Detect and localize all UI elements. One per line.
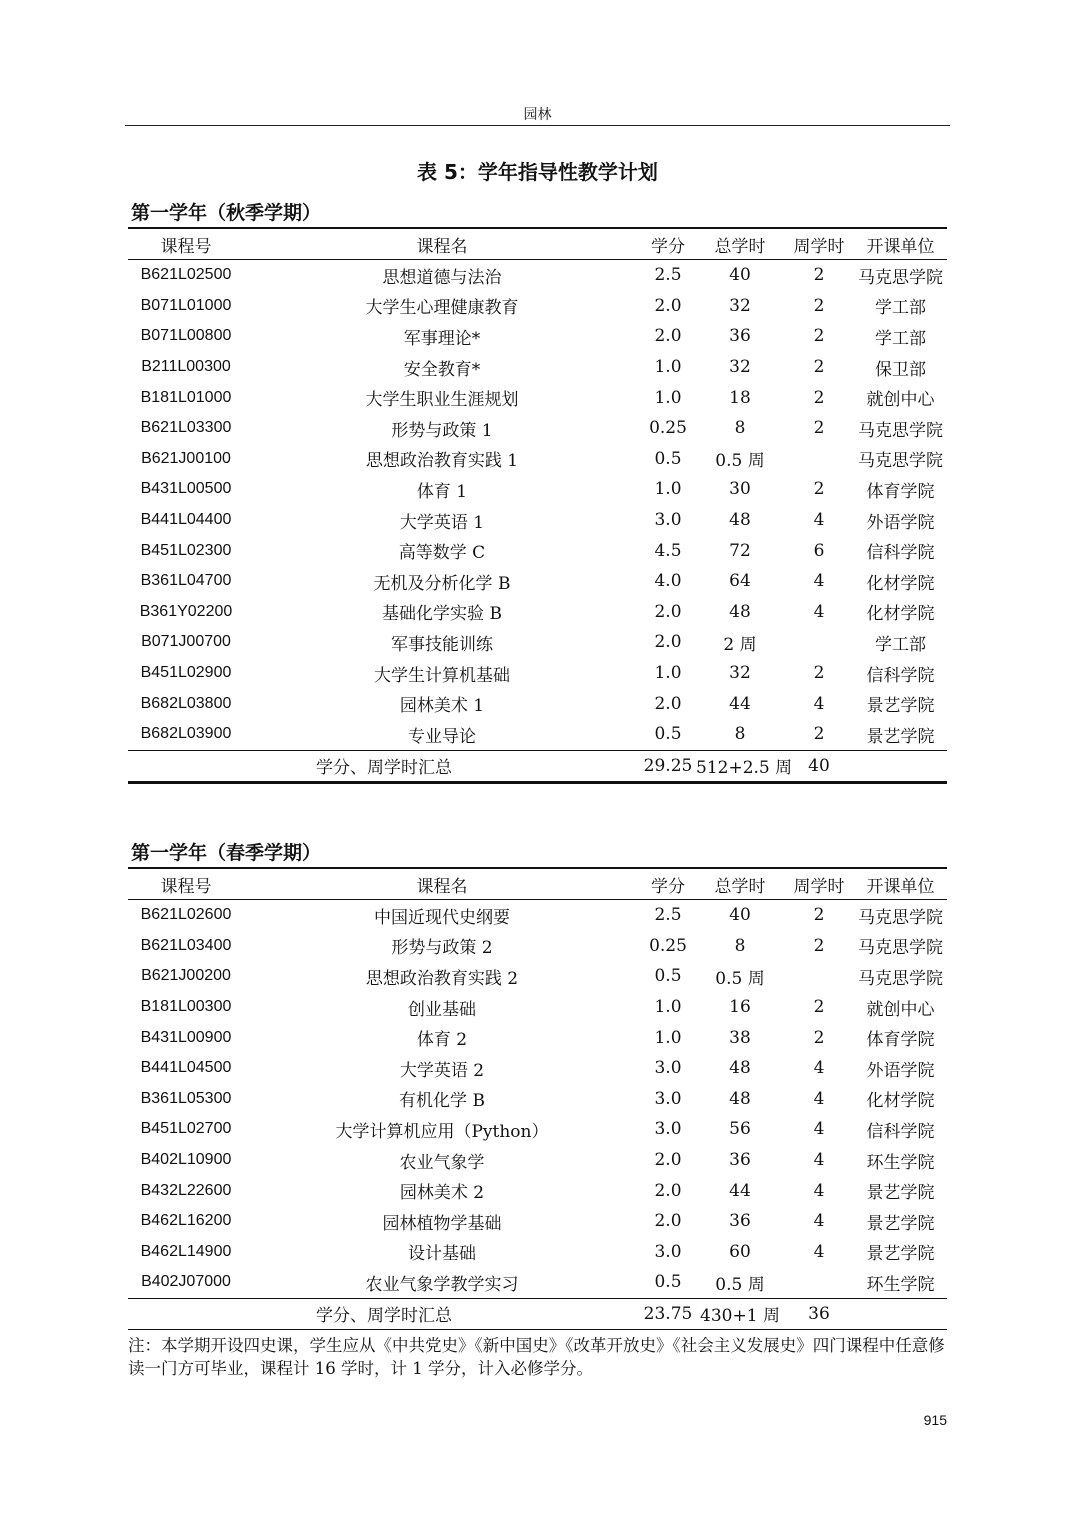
department-cell: 学工部 [875,634,926,655]
total-label: 学分、周学时汇总 [128,1298,640,1329]
column-header-weekly-hours: 周学时 [784,868,854,900]
table-row [128,413,947,444]
table-row [128,1145,947,1176]
total-credits: 29.25 [640,750,696,782]
course-code-cell: B071J00700 [141,633,231,651]
course-name-cell: 中国近现代史纲要 [374,907,510,928]
department-cell: 景艺学院 [866,696,935,717]
weekly-hours-cell: 2 [813,357,825,378]
course-code-cell: B402J07000 [141,1273,231,1291]
total-hours-cell: 60 [729,1241,751,1262]
total-hours-cell: 0.5 周 [715,968,765,989]
course-name-cell: 高等数学 C [398,543,486,564]
department-cell: 就创中心 [866,390,935,411]
department-cell: 景艺学院 [866,1213,935,1234]
total-hours-cell: 48 [729,601,751,622]
table-row [128,1175,947,1206]
total-weekly-hours: 36 [784,1298,854,1329]
credits-cell: 2.0 [654,1150,682,1171]
column-header-credits: 学分 [640,868,696,900]
credits-cell: 2.0 [654,295,682,316]
credits-cell: 0.25 [649,935,687,956]
total-hours-cell: 38 [729,1027,751,1048]
weekly-hours-cell [784,1267,854,1298]
course-code-cell: B431L00900 [140,1028,232,1046]
total-hours-cell: 8 [734,418,746,439]
weekly-hours-cell: 2 [813,935,825,956]
course-code-cell: B071L00800 [140,327,232,345]
total-credits: 23.75 [640,1298,696,1329]
course-code-cell: B181L00300 [140,998,232,1016]
course-code-cell: B361L05300 [140,1089,232,1107]
course-name-cell: 大学计算机应用（Python） [335,1121,549,1142]
department-cell: 马克思学院 [858,968,943,989]
department-cell: 化材学院 [866,604,935,625]
total-hours-cell: 48 [729,510,751,531]
course-code-cell: B441L04400 [140,511,232,529]
credits-cell: 2.0 [654,326,682,347]
column-header-department: 开课单位 [854,228,947,260]
course-code-cell: B682L03900 [140,725,232,743]
credits-cell: 1.0 [654,357,682,378]
department-cell: 信科学院 [866,543,935,564]
header-rule [125,125,950,126]
table-row [128,505,947,536]
total-hours-cell: 8 [734,935,746,956]
course-name-cell: 军事技能训练 [391,634,493,655]
course-code-cell: B432L22600 [140,1181,232,1199]
column-header-department: 开课单位 [854,868,947,900]
course-code-cell: B451L02900 [140,664,232,682]
table-row [128,321,947,352]
department-cell: 体育学院 [866,1030,935,1051]
total-hours-cell: 32 [729,295,751,316]
department-cell: 景艺学院 [866,1183,935,1204]
department-cell: 马克思学院 [858,420,943,441]
weekly-hours-cell: 4 [813,571,825,592]
total-hours-cell: 32 [729,663,751,684]
total-hours-cell: 0.5 周 [715,1274,765,1295]
footnote: 注：本学期开设四史课，学生应从《中共党史》《新中国史》《改革开放史》《社会主义发展史》四门课程中任意修读一门方可毕业，课程计 16 学时，计 1 学分，计入必修学分。 [128,1336,945,1378]
credits-cell: 0.25 [649,418,687,439]
course-name-cell: 园林美术 1 [399,696,485,717]
credits-cell: 2.0 [654,1211,682,1232]
table-row [128,1084,947,1115]
table-row [128,1053,947,1084]
department-cell: 外语学院 [866,512,935,533]
table-row [128,1206,947,1237]
weekly-hours-cell: 4 [813,1058,825,1079]
column-header-course-code: 课程号 [128,228,244,260]
table-row [128,597,947,628]
credits-cell: 4.5 [654,540,682,561]
column-header-total-hours: 总学时 [696,868,784,900]
weekly-hours-cell: 4 [813,1211,825,1232]
weekly-hours-cell: 2 [813,1027,825,1048]
table-row [128,291,947,322]
credits-cell: 2.0 [654,693,682,714]
weekly-hours-cell: 4 [813,1241,825,1262]
weekly-hours-cell: 2 [813,265,825,286]
course-code-cell: B621L03400 [140,936,232,954]
department-cell: 化材学院 [866,1091,935,1112]
table-row [128,658,947,689]
course-code-cell: B211L00300 [141,358,231,376]
credits-cell: 0.5 [654,966,682,987]
course-code-cell: B451L02700 [140,1120,232,1138]
total-hours-cell: 32 [729,357,751,378]
column-header-course-name: 课程名 [244,228,640,260]
course-name-cell: 农业气象学教学实习 [365,1274,519,1295]
semester-title-autumn: 第一学年（秋季学期） [131,202,322,224]
weekly-hours-cell: 2 [813,387,825,408]
credits-cell: 2.5 [654,265,682,286]
course-name-cell: 设计基础 [408,1244,476,1265]
column-header-course-code: 课程号 [128,868,244,900]
total-hours-cell: 18 [729,387,751,408]
course-code-cell: B361L04700 [140,572,232,590]
department-cell: 信科学院 [866,1121,935,1142]
course-code-cell: B071L01000 [140,296,232,314]
course-name-cell: 大学英语 2 [399,1060,485,1081]
weekly-hours-cell: 2 [813,905,825,926]
department-cell: 学工部 [875,328,926,349]
course-name-cell: 军事理论* [403,328,481,349]
total-row [128,750,947,782]
weekly-hours-cell: 2 [813,724,825,745]
credits-cell: 1.0 [654,663,682,684]
credits-cell: 3.0 [654,1241,682,1262]
weekly-hours-cell [784,444,854,475]
total-weekly-hours: 40 [784,750,854,782]
column-header-credits: 学分 [640,228,696,260]
column-header-weekly-hours: 周学时 [784,228,854,260]
table-row [128,931,947,962]
department-cell: 景艺学院 [866,726,935,747]
table-row [128,1022,947,1053]
total-hours-cell: 16 [729,997,751,1018]
credits-cell: 1.0 [654,997,682,1018]
table-row [128,719,947,750]
credits-cell: 2.5 [654,905,682,926]
course-name-cell: 基础化学实验 B [382,604,502,625]
weekly-hours-cell: 4 [813,1119,825,1140]
course-name-cell: 大学生计算机基础 [374,665,510,686]
total-hours-cell: 64 [729,571,751,592]
table-header-row [128,228,947,260]
table-row [128,444,947,475]
total-hours-cell: 0.5 周 [715,451,765,472]
table-row [128,535,947,566]
course-code-cell: B361Y02200 [139,602,233,620]
weekly-hours-cell: 4 [813,693,825,714]
credits-cell: 2.0 [654,601,682,622]
total-hours-cell: 44 [729,693,751,714]
department-cell: 外语学院 [866,1060,935,1081]
department-cell: 景艺学院 [866,1244,935,1265]
course-code-cell: B441L04500 [140,1059,232,1077]
course-code-cell: B682L03800 [140,694,232,712]
credits-cell: 3.0 [654,1088,682,1109]
weekly-hours-cell: 4 [813,510,825,531]
weekly-hours-cell [784,961,854,992]
table-header-row [128,868,947,900]
total-hours-cell: 36 [729,326,751,347]
semester-title-spring: 第一学年（春季学期） [131,842,322,864]
total-row [128,1298,947,1329]
table-row [128,900,947,931]
credits-cell: 0.5 [654,724,682,745]
course-code-cell: B621L02500 [140,266,232,284]
total-hours-cell: 36 [729,1150,751,1171]
weekly-hours-cell [784,627,854,658]
course-code-cell: B621L02600 [140,906,232,924]
department-cell: 马克思学院 [858,907,943,928]
table-row [128,474,947,505]
department-cell: 环生学院 [866,1274,935,1295]
course-name-cell: 无机及分析化学 B [373,573,511,594]
running-header: 园林 [523,107,552,123]
course-name-cell: 专业导论 [408,726,476,747]
department-cell: 信科学院 [866,665,935,686]
department-cell: 马克思学院 [858,451,943,472]
course-code-cell: B462L14900 [140,1242,232,1260]
department-cell: 学工部 [875,298,926,319]
total-hours-cell: 44 [729,1180,751,1201]
course-code-cell: B181L01000 [140,388,232,406]
course-name-cell: 大学生心理健康教育 [365,298,519,319]
credits-cell: 0.5 [654,1272,682,1293]
course-code-cell: B462L16200 [140,1212,232,1230]
total-hours-cell: 40 [729,905,751,926]
total-hours: 512+2.5 周 [696,750,784,782]
department-cell: 体育学院 [866,481,935,502]
department-cell: 化材学院 [866,573,935,594]
total-empty-cell [854,1298,947,1329]
course-code-cell: B621J00200 [141,967,231,985]
weekly-hours-cell: 2 [813,326,825,347]
table-row [128,627,947,658]
course-name-cell: 思想政治教育实践 2 [365,968,519,989]
course-name-cell: 思想道德与法治 [382,267,502,288]
department-cell: 马克思学院 [858,267,943,288]
credits-cell: 3.0 [654,1058,682,1079]
table-row [128,1114,947,1145]
total-label: 学分、周学时汇总 [128,750,640,782]
course-name-cell: 农业气象学 [399,1152,485,1173]
table-row [128,1237,947,1268]
column-header-total-hours: 总学时 [696,228,784,260]
table-row [128,961,947,992]
course-name-cell: 创业基础 [408,999,476,1020]
course-code-cell: B451L02300 [140,541,232,559]
course-name-cell: 思想政治教育实践 1 [365,451,519,472]
credits-cell: 3.0 [654,510,682,531]
course-name-cell: 园林美术 2 [399,1183,485,1204]
weekly-hours-cell: 2 [813,418,825,439]
course-name-cell: 形势与政策 2 [391,938,493,959]
weekly-hours-cell: 2 [813,663,825,684]
course-name-cell: 体育 1 [416,481,468,502]
table-row [128,1267,947,1298]
total-hours-cell: 2 周 [723,634,757,655]
total-hours-cell: 48 [729,1088,751,1109]
table-row [128,352,947,383]
credits-cell: 0.5 [654,448,682,469]
total-hours-cell: 72 [729,540,751,561]
department-cell: 保卫部 [875,359,926,380]
department-cell: 马克思学院 [858,938,943,959]
credits-cell: 1.0 [654,479,682,500]
department-cell: 环生学院 [866,1152,935,1173]
course-name-cell: 有机化学 B [399,1091,485,1112]
credits-cell: 1.0 [654,1027,682,1048]
weekly-hours-cell: 4 [813,1180,825,1201]
course-table-autumn [128,227,947,784]
document-title: 表 5：学年指导性教学计划 [417,160,658,184]
page-number: 915 [923,1412,947,1428]
course-table-spring [128,867,947,1330]
credits-cell: 3.0 [654,1119,682,1140]
table-row [128,260,947,291]
weekly-hours-cell: 6 [813,540,825,561]
table-row [128,382,947,413]
weekly-hours-cell: 4 [813,1150,825,1171]
course-name-cell: 大学英语 1 [399,512,485,533]
credits-cell: 2.0 [654,1180,682,1201]
course-code-cell: B431L00500 [140,480,232,498]
total-hours-cell: 48 [729,1058,751,1079]
total-hours-cell: 40 [729,265,751,286]
course-name-cell: 大学生职业生涯规划 [365,390,519,411]
course-code-cell: B402L10900 [140,1151,232,1169]
course-code-cell: B621L03300 [140,419,232,437]
course-name-cell: 园林植物学基础 [382,1213,502,1234]
total-empty-cell [854,750,947,782]
credits-cell: 4.0 [654,571,682,592]
course-code-cell: B621J00100 [141,449,231,467]
column-header-course-name: 课程名 [244,868,640,900]
weekly-hours-cell: 2 [813,479,825,500]
total-hours-cell: 36 [729,1211,751,1232]
weekly-hours-cell: 2 [813,295,825,316]
table-row [128,992,947,1023]
course-name-cell: 安全教育* [403,359,481,380]
total-hours-cell: 56 [729,1119,751,1140]
weekly-hours-cell: 4 [813,601,825,622]
credits-cell: 2.0 [654,632,682,653]
weekly-hours-cell: 4 [813,1088,825,1109]
table-row [128,688,947,719]
table-row [128,566,947,597]
department-cell: 就创中心 [866,999,935,1020]
weekly-hours-cell: 2 [813,997,825,1018]
course-name-cell: 形势与政策 1 [391,420,493,441]
course-name-cell: 体育 2 [416,1030,468,1051]
credits-cell: 1.0 [654,387,682,408]
total-hours-cell: 30 [729,479,751,500]
total-hours-cell: 8 [734,724,746,745]
total-hours: 430+1 周 [696,1298,784,1329]
